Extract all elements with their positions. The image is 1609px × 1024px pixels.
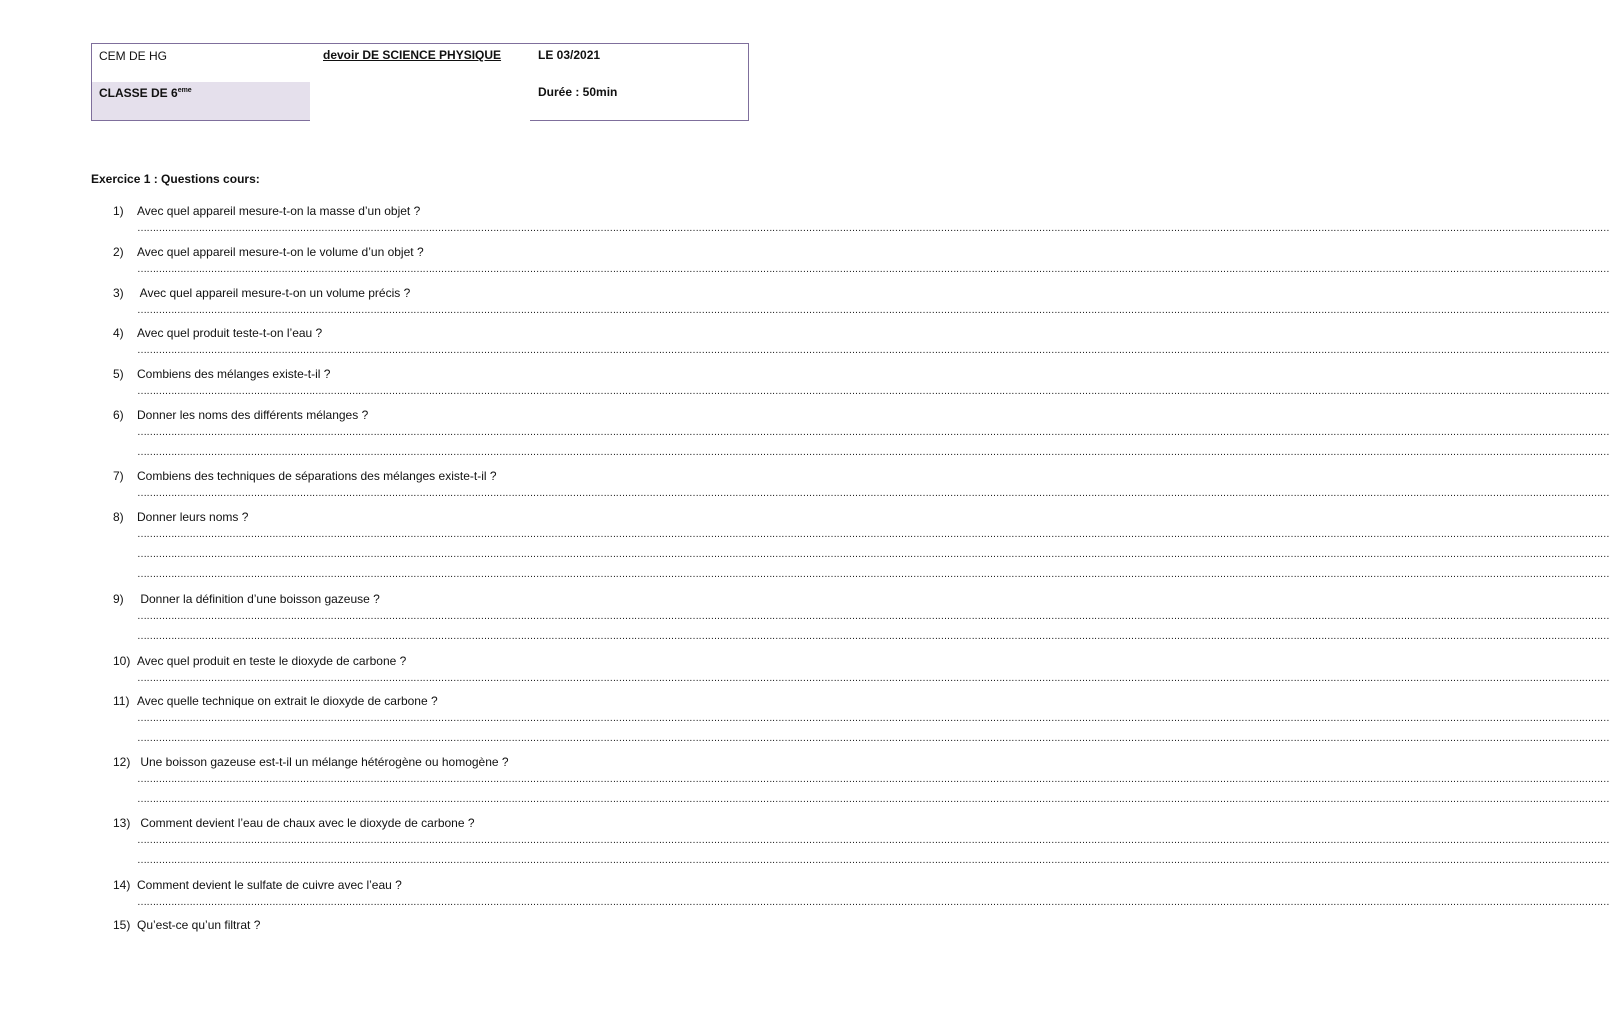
question-number: 11): [113, 694, 130, 708]
question-text: Comment devient l’eau de chaux avec le dioxyde de carbone ?: [137, 816, 475, 830]
question-number: 12): [113, 755, 131, 769]
question-number: 15): [113, 918, 131, 932]
question-text: Donner leurs noms ?: [137, 510, 249, 524]
answer-line[interactable]: …………………………………………………………………………………………………………………………………………………………………………………………………………………………………………………………………………………………………………………………………………………………………………………………………………………………………………: [137, 386, 1609, 397]
question-6: [113, 408, 368, 422]
question-3: [113, 286, 410, 300]
answer-line[interactable]: …………………………………………………………………………………………………………………………………………………………………………………………………………………………………………………………………………………………………………………………………………………………………………………………………………………………………………: [137, 774, 1609, 785]
class-level-label: CLASSE DE 6: [99, 86, 178, 100]
question-text: Avec quel produit teste-t-on l’eau ?: [137, 326, 323, 340]
question-number: 6): [113, 408, 124, 422]
question-12: [113, 755, 509, 769]
answer-line[interactable]: …………………………………………………………………………………………………………………………………………………………………………………………………………………………………………………………………………………………………………………………………………………………………………………………………………………………………………: [137, 305, 1609, 316]
question-text: Avec quelle technique on extrait le dioxyde de carbone ?: [137, 694, 438, 708]
question-text: Donner la définition d’une boisson gazeuse ?: [137, 592, 380, 606]
answer-line[interactable]: …………………………………………………………………………………………………………………………………………………………………………………………………………………………………………………………………………………………………………………………………………………………………………………………………………………………………………: [137, 447, 1609, 458]
question-text: Avec quel appareil mesure-t-on le volume d’un objet ?: [137, 245, 424, 259]
answer-line[interactable]: …………………………………………………………………………………………………………………………………………………………………………………………………………………………………………………………………………………………………………………………………………………………………………………………………………………………………………: [137, 855, 1609, 866]
question-7: [113, 469, 497, 483]
answer-line[interactable]: …………………………………………………………………………………………………………………………………………………………………………………………………………………………………………………………………………………………………………………………………………………………………………………………………………………………………………: [137, 488, 1609, 499]
answer-line[interactable]: …………………………………………………………………………………………………………………………………………………………………………………………………………………………………………………………………………………………………………………………………………………………………………………………………………………………………………: [137, 673, 1609, 684]
question-11: [113, 694, 438, 708]
question-number: 14): [113, 878, 131, 892]
school-name: CEM DE HG: [99, 49, 168, 63]
question-10: [113, 654, 406, 668]
answer-line[interactable]: …………………………………………………………………………………………………………………………………………………………………………………………………………………………………………………………………………………………………………………………………………………………………………………………………………………………………………: [137, 733, 1609, 744]
question-text: Avec quel appareil mesure-t-on un volume précis ?: [137, 286, 411, 300]
question-text: Qu’est-ce qu’un filtrat ?: [137, 918, 261, 932]
answer-line[interactable]: …………………………………………………………………………………………………………………………………………………………………………………………………………………………………………………………………………………………………………………………………………………………………………………………………………………………………………: [137, 897, 1609, 908]
exam-title: devoir DE SCIENCE PHYSIQUE: [323, 48, 502, 62]
answer-line[interactable]: …………………………………………………………………………………………………………………………………………………………………………………………………………………………………………………………………………………………………………………………………………………………………………………………………………………………………………: [137, 549, 1609, 560]
answer-line[interactable]: …………………………………………………………………………………………………………………………………………………………………………………………………………………………………………………………………………………………………………………………………………………………………………………………………………………………………………: [137, 835, 1609, 846]
question-number: 9): [113, 592, 124, 606]
answer-line[interactable]: …………………………………………………………………………………………………………………………………………………………………………………………………………………………………………………………………………………………………………………………………………………………………………………………………………………………………………: [137, 569, 1609, 580]
header-bottom-border-right: [530, 120, 749, 121]
question-number: 10): [113, 654, 131, 668]
answer-line[interactable]: …………………………………………………………………………………………………………………………………………………………………………………………………………………………………………………………………………………………………………………………………………………………………………………………………………………………………………: [137, 264, 1609, 275]
question-1: [113, 204, 420, 218]
question-number: 5): [113, 367, 124, 381]
answer-line[interactable]: …………………………………………………………………………………………………………………………………………………………………………………………………………………………………………………………………………………………………………………………………………………………………………………………………………………………………………: [137, 529, 1609, 540]
question-number: 13): [113, 816, 131, 830]
question-text: Une boisson gazeuse est-t-il un mélange hétérogène ou homogène ?: [137, 755, 509, 769]
question-8: [113, 510, 248, 524]
exam-date: LE 03/2021: [538, 48, 601, 62]
question-13: [113, 816, 475, 830]
question-number: 7): [113, 469, 124, 483]
exam-duration: Durée : 50min: [538, 85, 618, 99]
question-14: [113, 878, 402, 892]
question-text: Avec quel produit en teste le dioxyde de carbone ?: [137, 654, 407, 668]
answer-line[interactable]: …………………………………………………………………………………………………………………………………………………………………………………………………………………………………………………………………………………………………………………………………………………………………………………………………………………………………………: [137, 223, 1609, 234]
answer-line[interactable]: …………………………………………………………………………………………………………………………………………………………………………………………………………………………………………………………………………………………………………………………………………………………………………………………………………………………………………: [137, 631, 1609, 642]
question-text: Combiens des techniques de séparations des mélanges existe-t-il ?: [137, 469, 497, 483]
question-4: [113, 326, 322, 340]
exercise-title: Exercice 1 : Questions cours:: [91, 172, 260, 186]
question-number: 2): [113, 245, 124, 259]
question-number: 3): [113, 286, 124, 300]
answer-line[interactable]: …………………………………………………………………………………………………………………………………………………………………………………………………………………………………………………………………………………………………………………………………………………………………………………………………………………………………………: [137, 611, 1609, 622]
question-text: Combiens des mélanges existe-t-il ?: [137, 367, 331, 381]
answer-line[interactable]: …………………………………………………………………………………………………………………………………………………………………………………………………………………………………………………………………………………………………………………………………………………………………………………………………………………………………………: [137, 345, 1609, 356]
answer-line[interactable]: …………………………………………………………………………………………………………………………………………………………………………………………………………………………………………………………………………………………………………………………………………………………………………………………………………………………………………: [137, 427, 1609, 438]
answer-line[interactable]: …………………………………………………………………………………………………………………………………………………………………………………………………………………………………………………………………………………………………………………………………………………………………………………………………………………………………………: [137, 713, 1609, 724]
question-number: 1): [113, 204, 124, 218]
question-text: Avec quel appareil mesure-t-on la masse d’un objet ?: [137, 204, 421, 218]
question-15: [113, 918, 260, 932]
header-bottom-border-left: [91, 120, 310, 121]
class-level: [99, 84, 192, 100]
class-level-superscript: eme: [177, 87, 192, 94]
answer-line[interactable]: …………………………………………………………………………………………………………………………………………………………………………………………………………………………………………………………………………………………………………………………………………………………………………………………………………………………………………: [137, 794, 1609, 805]
header-table: [91, 43, 749, 121]
question-9: [113, 592, 380, 606]
question-number: 4): [113, 326, 124, 340]
question-2: [113, 245, 424, 259]
question-text: Comment devient le sulfate de cuivre avec l’eau ?: [137, 878, 402, 892]
question-text: Donner les noms des différents mélanges ?: [137, 408, 369, 422]
question-5: [113, 367, 330, 381]
question-number: 8): [113, 510, 124, 524]
